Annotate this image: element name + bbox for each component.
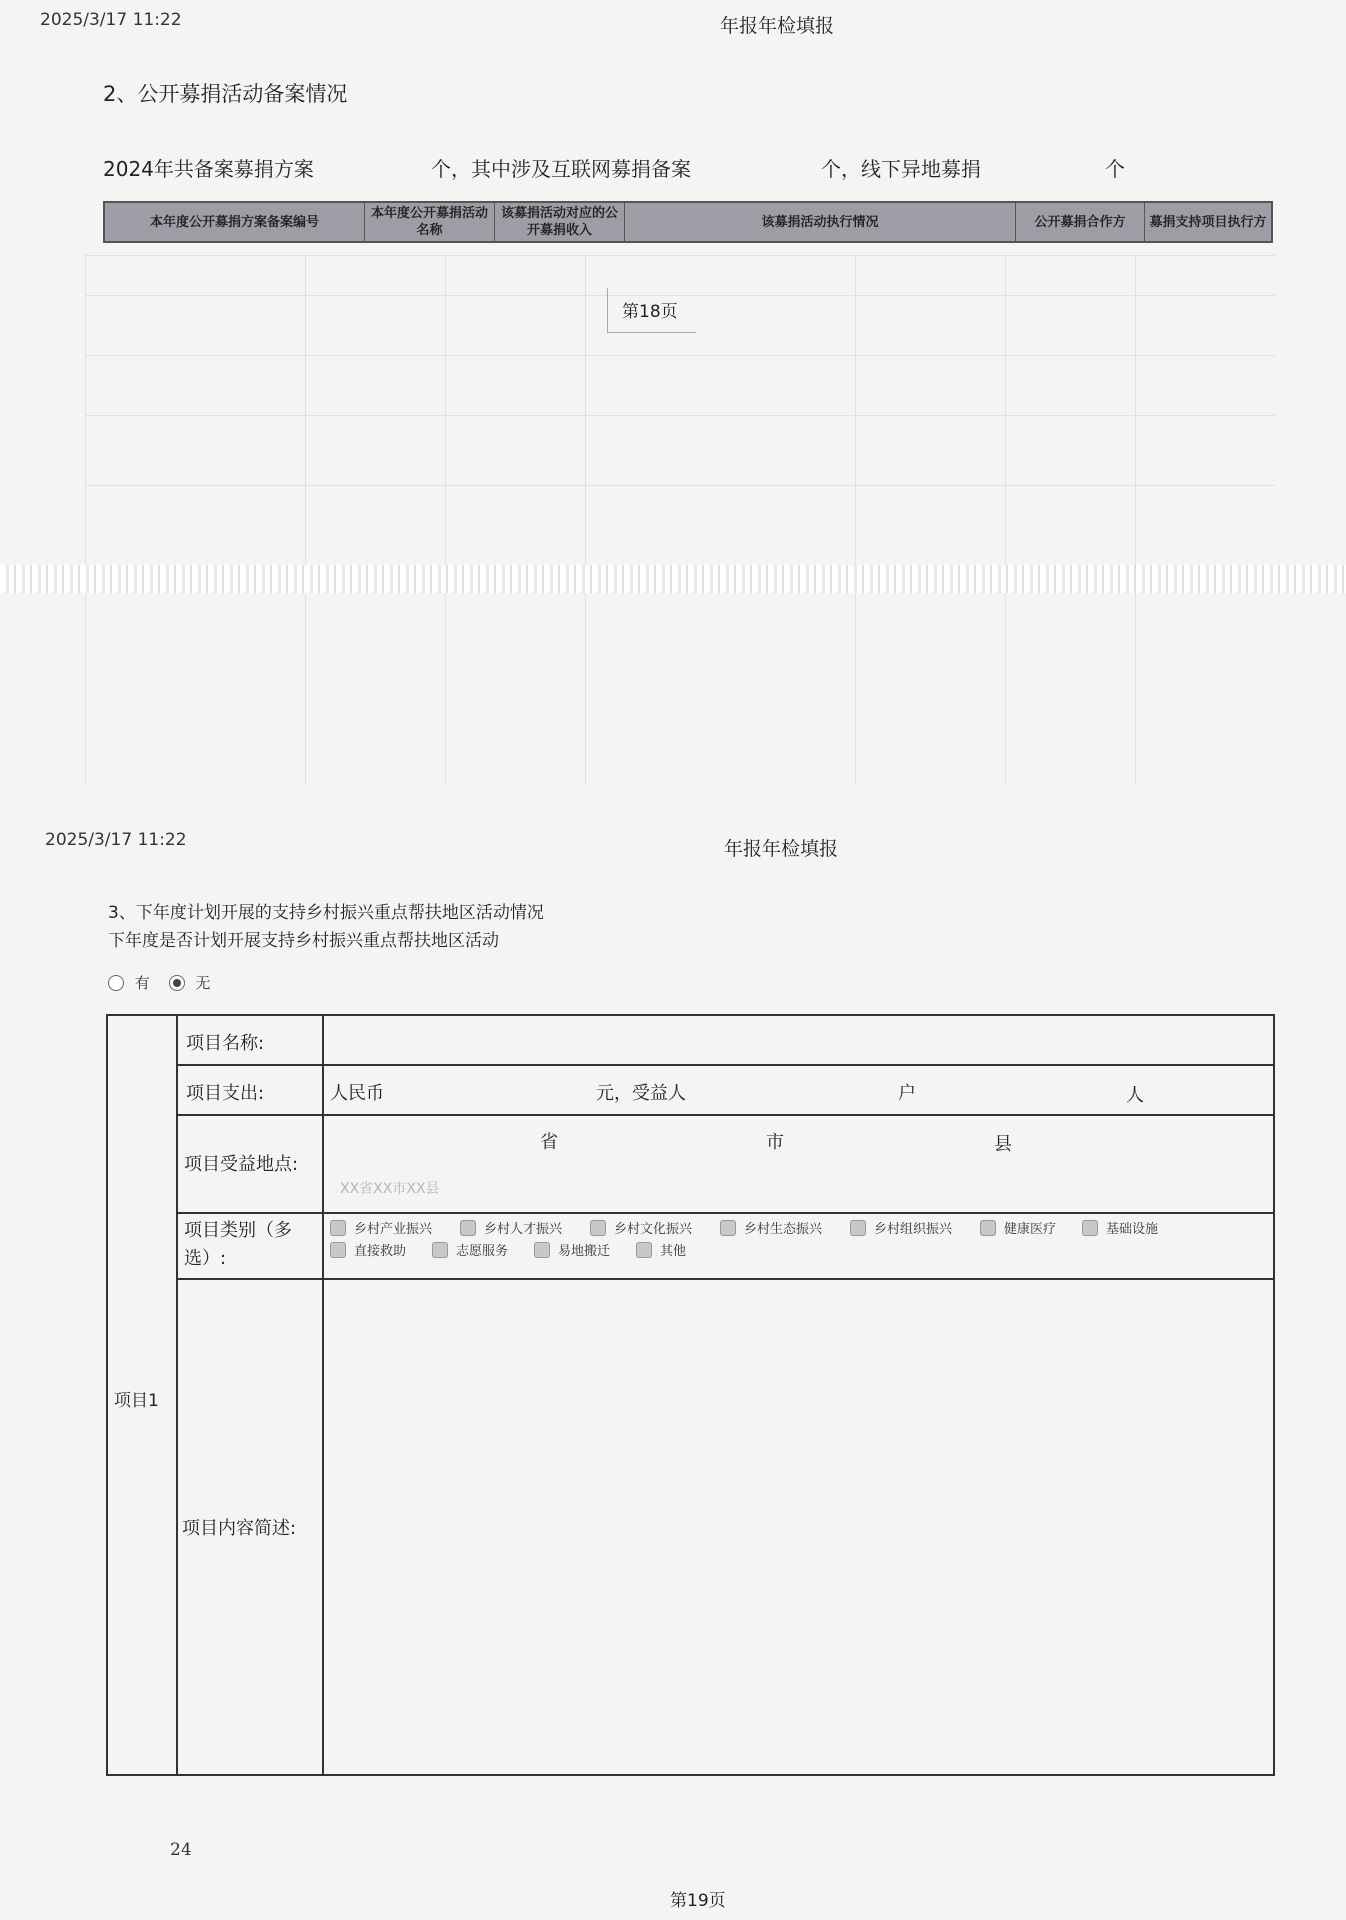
category-checkbox-organization[interactable] [850,1218,952,1237]
table-header-cell: 公开募捐合作方 [1016,203,1145,241]
category-checkbox-health[interactable] [980,1218,1056,1237]
category-label: 志愿服务 [456,1244,509,1259]
category-checkbox-culture[interactable] [590,1218,692,1237]
project-name-input[interactable] [328,1020,1268,1060]
category-label: 乡村产业振兴 [354,1222,433,1237]
table-header-cell: 该募捐活动执行情况 [625,203,1016,241]
category-label: 直接救助 [354,1244,407,1259]
category-checkbox-volunteer[interactable] [432,1240,508,1259]
checkbox-icon [432,1242,448,1258]
category-checkbox-talent[interactable] [460,1218,562,1237]
checkbox-icon [636,1242,652,1258]
checkbox-icon [720,1220,736,1236]
checkbox-icon [460,1220,476,1236]
checkbox-icon [1082,1220,1098,1236]
person-unit: 人 [1126,1085,1144,1106]
project-name-label: 项目名称: [186,1033,265,1054]
page-label-19: 第19页 [670,1891,726,1911]
header-title-bottom: 年报年检填报 [724,838,839,860]
scan-noise-band [0,565,1346,593]
project-category-label-2: 选）: [184,1248,227,1269]
city-unit: 市 [766,1132,784,1153]
page-number: 24 [170,1840,192,1860]
project-description-textarea[interactable] [328,1284,1268,1769]
section-title-rural: 3、下年度计划开展的支持乡村振兴重点帮扶地区活动情况 [108,903,544,923]
checkbox-icon [590,1220,606,1236]
summary-mid2: 个，线下异地募捐 [821,157,981,181]
category-label: 基础设施 [1106,1222,1159,1237]
rural-question: 下年度是否计划开展支持乡村振兴重点帮扶地区活动 [108,931,499,951]
expense-currency: 人民币 [330,1083,384,1104]
category-label: 健康医疗 [1004,1222,1057,1237]
category-checkbox-ecology[interactable] [720,1218,822,1237]
radio-yes[interactable] [108,975,124,991]
expense-amount-input[interactable] [398,1070,588,1110]
timestamp-bottom: 2025/3/17 11:22 [45,830,187,850]
radio-no[interactable] [169,975,185,991]
summary-suffix: 个 [1105,157,1125,181]
category-label: 其他 [660,1244,687,1259]
checkbox-icon [330,1220,346,1236]
household-unit: 户 [898,1083,916,1104]
table-header-cell: 本年度公开募捐方案备案编号 [105,203,365,241]
rural-radio-group [108,972,210,993]
fundraising-table-header [103,201,1273,243]
beneficiary-persons-input[interactable] [938,1070,1128,1110]
checkbox-icon [980,1220,996,1236]
category-label: 乡村组织振兴 [874,1222,953,1237]
table-header-cell: 该募捐活动对应的公开募捐收入 [495,203,625,241]
category-label: 乡村生态振兴 [744,1222,823,1237]
category-checkbox-relocation[interactable] [534,1240,610,1259]
timestamp-top: 2025/3/17 11:22 [40,10,182,30]
header-title-top: 年报年检填报 [720,15,835,37]
checkbox-icon [534,1242,550,1258]
checkbox-icon [850,1220,866,1236]
project-description-label: 项目内容简述: [182,1518,297,1539]
category-checkbox-infrastructure[interactable] [1082,1218,1158,1237]
radio-no-label: 无 [195,974,211,992]
province-unit: 省 [540,1132,558,1153]
category-label: 乡村文化振兴 [614,1222,693,1237]
category-checkbox-direct-aid[interactable] [330,1240,406,1259]
project-category-label-1: 项目类别（多 [184,1220,292,1241]
expense-unit: 元，受益人 [596,1083,686,1104]
project-index-label: 项目1 [114,1391,159,1411]
beneficiary-households-input[interactable] [698,1070,878,1110]
section-title-fundraising: 2、公开募捐活动备案情况 [103,82,348,106]
fundraising-summary [103,153,1283,183]
bleed-through-grid [85,255,1275,785]
project-location-label: 项目受益地点: [184,1154,299,1175]
radio-yes-label: 有 [134,974,150,992]
project-expense-label: 项目支出: [186,1083,265,1104]
summary-prefix: 2024年共备案募捐方案 [103,157,314,181]
summary-mid1: 个，其中涉及互联网募捐备案 [431,157,691,181]
table-header-cell: 募捐支持项目执行方 [1149,214,1267,230]
location-input[interactable]: XX省XX市XX县 [340,1181,440,1197]
county-unit: 县 [994,1134,1012,1155]
checkbox-icon [330,1242,346,1258]
category-label: 易地搬迁 [558,1244,611,1259]
project-form [106,1014,1275,1776]
category-label: 乡村人才振兴 [484,1222,563,1237]
category-checkbox-industry[interactable] [330,1218,432,1237]
page-label-18: 第18页 [622,302,678,322]
table-header-cell: 本年度公开募捐活动名称 [365,203,495,241]
category-checkbox-other[interactable] [636,1240,686,1259]
